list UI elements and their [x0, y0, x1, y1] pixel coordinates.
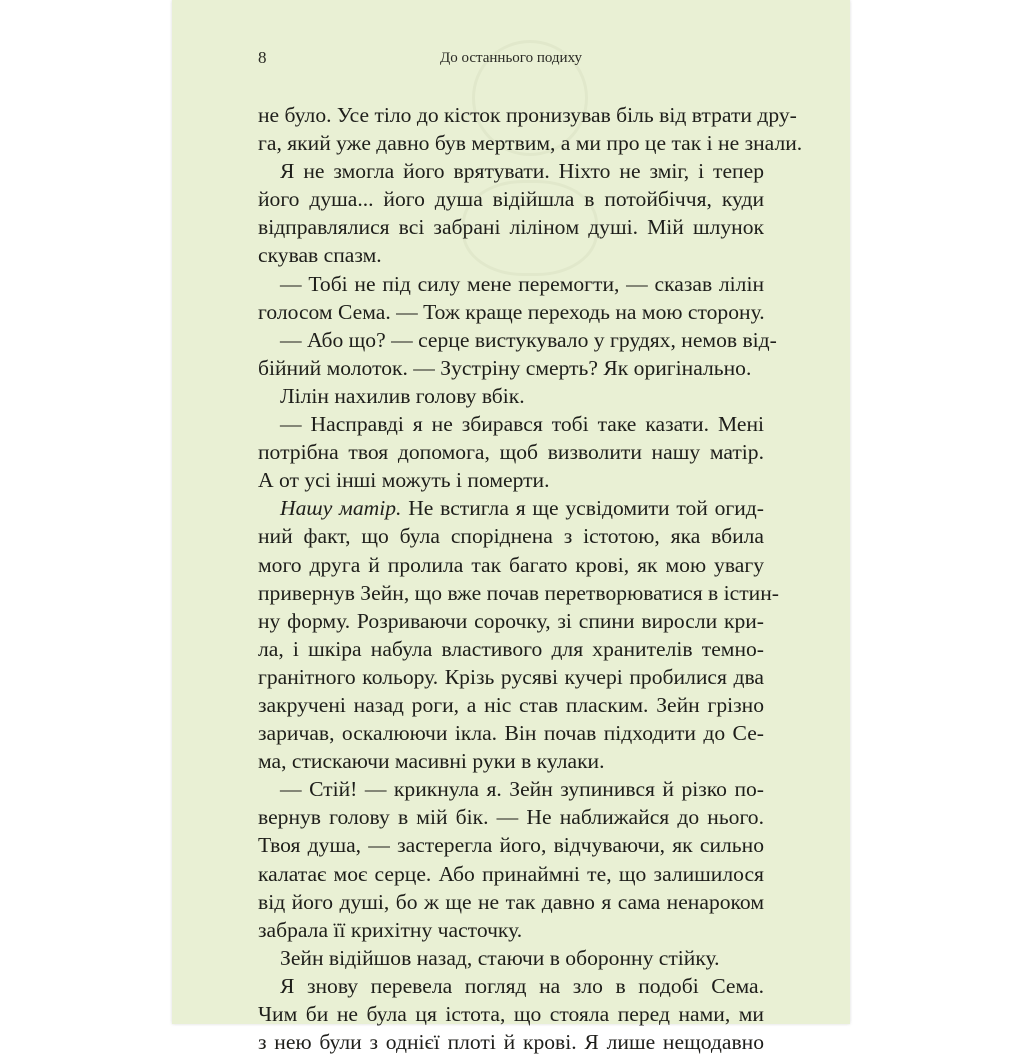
text-line: закручені назад роги, а ніс став пласким. Зейн грізно	[258, 692, 764, 717]
text-line: відправлялися всі забрані лілінoм душі. Мій шлунок	[258, 215, 764, 240]
text-line: його душа... його душа відійшла в потойбіччя, куди	[258, 187, 764, 212]
page-header	[172, 48, 850, 72]
text-line	[258, 494, 764, 522]
text-line: А от усі інші можуть і померти.	[258, 468, 550, 493]
text-line: — Стій! — крикнула я. Зейн зупинився й різко по-	[280, 777, 764, 802]
text-line: ла, і шкіра набула властивого для хранителів темно-	[258, 636, 764, 661]
text-line: заричав, оскалюючи ікла. Він почав підходити до Се-	[258, 721, 764, 746]
text-line: Я не змогла його врятувати. Ніхто не зміг, і тепер	[280, 159, 764, 184]
text-line: калатає моє серце. Або принаймні те, що залишилося	[258, 861, 764, 886]
text-line: ма, стискаючи масивні руки в кулаки.	[258, 749, 605, 774]
text-line: Я знову перевела погляд на зло в подобі Сема.	[280, 973, 764, 998]
text-line: не було. Усе тіло до кісток пронизував біль від втрати дру-	[258, 103, 797, 127]
text-line: голосом Сема. — Тож краще переходь на мою сторону.	[258, 299, 765, 324]
text-line: Чим би не була ця істота, що стояла перед нами, ми	[258, 1002, 764, 1026]
text-line: — Або що? — серце вистукувало у грудях, немов від-	[280, 327, 777, 352]
text-line: — Тобі не під силу мене перемогти, — сказав лілін	[280, 271, 764, 296]
text-line: потрібна твоя допомога, щоб визволити нашу матір.	[258, 440, 764, 465]
text-line: бійний молоток. — Зустріну смерть? Як оригінально.	[258, 355, 752, 380]
text-line: вернув голову в мій бік. — Не наближайся до нього.	[258, 805, 764, 830]
text-line: ну форму. Розриваючи сорочку, зі спини виросли кри-	[258, 608, 764, 633]
text-line: забрала її крихітну часточку.	[258, 917, 523, 942]
italic-phrase: Нашу матір.	[280, 496, 402, 521]
text-line: привернув Зейн, що вже почав перетворюватися в істин-	[258, 580, 779, 605]
text-line: Твоя душа, — застерегла його, відчуваючи, як сильно	[258, 833, 764, 858]
text-line: Зейн відійшов назад, стаючи в оборонну стійку.	[280, 945, 720, 970]
running-title: До останнього подиху	[439, 50, 583, 66]
text-line: гранітного кольору. Крізь русяві кучері пробилися два	[258, 664, 764, 689]
text-line: ний факт, що була споріднена з істотою, яка вбила	[258, 524, 764, 549]
text-line: га, який уже давно був мертвим, а ми про це так і не знали.	[258, 131, 803, 156]
text-line: Лілін нахилив голову вбік.	[280, 383, 525, 408]
text-line: скував спазм.	[258, 243, 382, 268]
body-text	[258, 101, 803, 1056]
page-number: 8	[258, 48, 267, 67]
text-line: від його душі, бо ж ще не так давно я сама ненароком	[258, 889, 764, 914]
text-line: з нею були з однієї плоті й крові. Я лише нещодавно	[258, 1030, 764, 1055]
text-line: — Насправді я не збирався тобі таке казати. Мені	[280, 412, 764, 437]
text-line: мого друга й пролила так багато крові, як мою увагу	[258, 552, 764, 577]
text-line-rest: Не встигла я ще усвідомити той огид-	[408, 496, 764, 521]
book-page	[172, 0, 850, 1055]
